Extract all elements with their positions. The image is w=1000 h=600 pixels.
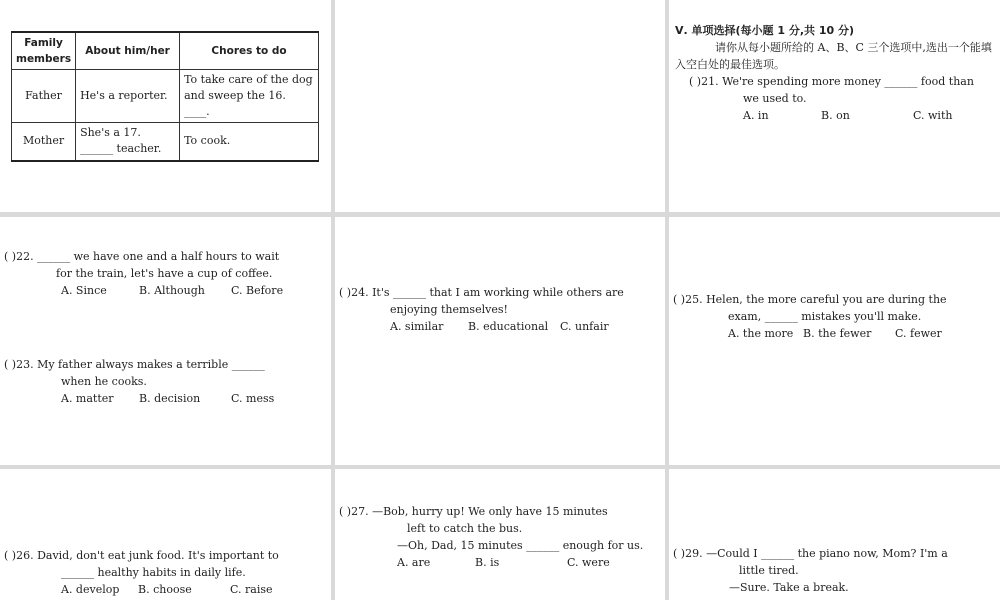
q25-cont: exam, ______ mistakes you'll make. <box>728 310 922 323</box>
q24-option-a[interactable]: A. similar <box>390 320 444 333</box>
header-chores: Chores to do <box>180 32 319 70</box>
section-instruction: 请你从每小题所给的 A、B、C 三个选项中,选出一个能填入空白处的最佳选项。 <box>675 41 992 71</box>
q22-option-a[interactable]: A. Since <box>61 284 107 297</box>
panel-q24 <box>335 217 665 465</box>
about-father: He's a reporter. <box>76 70 180 123</box>
q26-block <box>4 547 326 598</box>
q27-option-c[interactable]: C. were <box>567 556 610 569</box>
q29-stem: ( )29. —Could I ______ the piano now, Mom? I'm a <box>673 547 948 560</box>
q25-block <box>673 291 995 342</box>
q27-stem: ( )27. —Bob, hurry up! We only have 15 minutes <box>339 505 608 518</box>
q23-cont: when he cooks. <box>61 375 147 388</box>
q24-option-b[interactable]: B. educational <box>468 320 549 333</box>
panel-q25 <box>669 217 1000 465</box>
q22-stem: ( )22. ______ we have one and a half hours to wait <box>4 250 280 263</box>
q25-options <box>673 325 995 342</box>
q23-option-a[interactable]: A. matter <box>61 392 114 405</box>
q21-cont: we used to. <box>743 92 807 105</box>
q27-cont: left to catch the bus. <box>407 522 523 535</box>
q26-options <box>4 581 326 598</box>
q25-stem: ( )25. Helen, the more careful you are during the <box>673 293 947 306</box>
q23-stem: ( )23. My father always makes a terrible ______ <box>4 358 265 371</box>
q21-option-c[interactable]: C. with <box>913 109 953 122</box>
q26-option-c[interactable]: C. raise <box>230 583 273 596</box>
q21-options <box>675 107 997 124</box>
q21-stem: ( )21. We're spending more money ______ food than <box>689 75 974 88</box>
q24-stem: ( )24. It's ______ that I am working while others are <box>339 286 624 299</box>
q25-option-a[interactable]: A. the more <box>728 327 794 340</box>
q24-cont: enjoying themselves! <box>390 303 508 316</box>
q26-option-b[interactable]: B. choose <box>138 583 192 596</box>
q23-option-b[interactable]: B. decision <box>139 392 201 405</box>
q27-option-b[interactable]: B. is <box>475 556 500 569</box>
q29-block <box>673 545 995 596</box>
q22-block <box>4 248 326 299</box>
q23-option-c[interactable]: C. mess <box>231 392 275 405</box>
q26-cont: ______ healthy habits in daily life. <box>61 566 246 579</box>
panel-q22-q23 <box>0 217 331 465</box>
q22-option-b[interactable]: B. Although <box>139 284 205 297</box>
q29-reply: —Sure. Take a break. <box>729 581 849 594</box>
q25-option-b[interactable]: B. the fewer <box>803 327 872 340</box>
panel-section-v <box>669 0 1000 212</box>
section-v-block <box>675 22 997 124</box>
chores-mother: To cook. <box>180 123 319 161</box>
q27-reply: —Oh, Dad, 15 minutes ______ enough for us. <box>397 539 644 552</box>
section-title: Ⅴ. 单项选择(每小题 1 分,共 10 分) <box>675 24 855 37</box>
q27-block <box>339 503 661 571</box>
panel-table-part2 <box>335 0 665 212</box>
header-about: About him/her <box>76 32 180 70</box>
q24-block <box>339 284 661 335</box>
panel-table-part1 <box>0 0 331 212</box>
q26-option-a[interactable]: A. develop <box>61 583 120 596</box>
about-mother: She's a 17. ______ teacher. <box>76 123 180 161</box>
q21-option-a[interactable]: A. in <box>743 109 769 122</box>
q27-option-a[interactable]: A. are <box>397 556 431 569</box>
chores-father: To take care of the dog and sweep the 16. ____. <box>180 70 319 123</box>
panel-q26 <box>0 469 331 600</box>
q25-option-c[interactable]: C. fewer <box>895 327 942 340</box>
q21-option-b[interactable]: B. on <box>821 109 850 122</box>
q22-cont: for the train, let's have a cup of coffee. <box>56 267 273 280</box>
member-father: Father <box>12 70 76 123</box>
panel-q29 <box>669 469 1000 600</box>
q24-options <box>339 318 661 335</box>
q23-options <box>4 390 326 407</box>
q22-options <box>4 282 326 299</box>
q23-block <box>4 356 326 407</box>
q22-option-c[interactable]: C. Before <box>231 284 284 297</box>
q26-stem: ( )26. David, don't eat junk food. It's important to <box>4 549 279 562</box>
chores-table-part1 <box>11 31 319 162</box>
panel-q27 <box>335 469 665 600</box>
q27-options <box>339 554 661 571</box>
member-mother: Mother <box>12 123 76 161</box>
q24-option-c[interactable]: C. unfair <box>560 320 609 333</box>
q29-cont: little tired. <box>739 564 799 577</box>
header-family-members: Family members <box>12 32 76 70</box>
